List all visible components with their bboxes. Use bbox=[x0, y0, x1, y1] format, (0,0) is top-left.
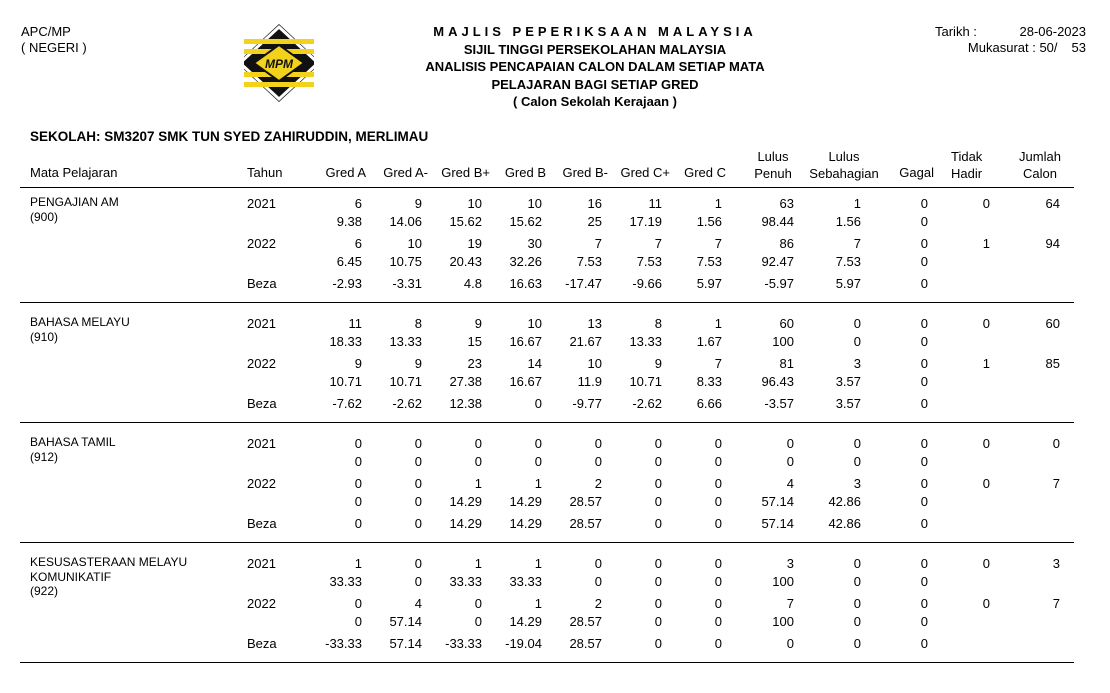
pct-gred-c: 1.56 bbox=[696, 214, 722, 229]
year-label: 2022 bbox=[247, 476, 276, 491]
beza-gred-b: 14.29 bbox=[509, 516, 542, 531]
pct-lulus-sebahagian: 0 bbox=[853, 614, 861, 629]
count-gred-a: 9 bbox=[354, 356, 362, 371]
report-title bbox=[330, 23, 860, 111]
count-gred-b: 10 bbox=[527, 316, 542, 331]
beza-label: Beza bbox=[247, 396, 277, 411]
count-gred-b: 30 bbox=[527, 236, 542, 251]
count-gred-b: 14 bbox=[527, 356, 542, 371]
pct-gagal: 0 bbox=[920, 374, 928, 389]
pct-gagal: 0 bbox=[920, 254, 928, 269]
count-gagal: 0 bbox=[920, 316, 928, 331]
pct-gred-c-plus: 17.19 bbox=[629, 214, 662, 229]
beza-gred-a-minus: 0 bbox=[414, 516, 422, 531]
subject-divider bbox=[20, 662, 1074, 663]
jumlah-calon-value: 0 bbox=[1052, 436, 1060, 451]
pct-gred-a: 6.45 bbox=[336, 254, 362, 269]
date-label: Tarikh : bbox=[935, 24, 977, 39]
beza-gred-b-minus: -9.77 bbox=[572, 396, 602, 411]
header-rule bbox=[20, 187, 1074, 188]
pct-gred-c: 7.53 bbox=[696, 254, 722, 269]
pct-gred-b: 16.67 bbox=[509, 334, 542, 349]
beza-lulus-sebahagian: 42.86 bbox=[828, 516, 861, 531]
pct-gred-a-minus: 13.33 bbox=[389, 334, 422, 349]
pct-gred-a: 33.33 bbox=[329, 574, 362, 589]
beza-gred-a: -33.33 bbox=[325, 636, 362, 651]
pct-gred-b: 0 bbox=[534, 454, 542, 469]
pct-gagal: 0 bbox=[920, 334, 928, 349]
pct-gred-a: 18.33 bbox=[329, 334, 362, 349]
count-lulus-penuh: 3 bbox=[786, 556, 794, 571]
tidak-hadir-value: 0 bbox=[982, 596, 990, 611]
pct-gred-b: 16.67 bbox=[509, 374, 542, 389]
year-label: 2021 bbox=[247, 316, 276, 331]
tidak-hadir-value: 1 bbox=[982, 356, 990, 371]
count-gred-b: 1 bbox=[534, 596, 542, 611]
pct-gred-c: 0 bbox=[714, 494, 722, 509]
beza-gred-a-minus: -2.62 bbox=[392, 396, 422, 411]
pct-gred-c-plus: 10.71 bbox=[629, 374, 662, 389]
jumlah-calon-value: 60 bbox=[1045, 316, 1060, 331]
pct-lulus-sebahagian: 42.86 bbox=[828, 494, 861, 509]
title-line-3: ANALISIS PENCAPAIAN CALON DALAM SETIAP MATA bbox=[425, 59, 765, 74]
logo-text: MPM bbox=[265, 57, 293, 71]
jumlah-calon-value: 94 bbox=[1045, 236, 1060, 251]
report-code-block bbox=[21, 24, 87, 56]
date-value: 28-06-2023 bbox=[1019, 24, 1086, 39]
tidak-hadir-value: 0 bbox=[982, 316, 990, 331]
jumlah-calon-value: 7 bbox=[1052, 476, 1060, 491]
subject-divider bbox=[20, 542, 1074, 543]
pct-gred-a-minus: 0 bbox=[414, 574, 422, 589]
pct-gred-b-plus: 33.33 bbox=[449, 574, 482, 589]
col-lulus-penuh: Lulus Penuh bbox=[754, 149, 792, 181]
count-lulus-sebahagian: 7 bbox=[853, 236, 861, 251]
beza-lulus-sebahagian: 3.57 bbox=[835, 396, 861, 411]
beza-label: Beza bbox=[247, 516, 277, 531]
pct-gagal: 0 bbox=[920, 494, 928, 509]
count-gred-b-plus: 23 bbox=[467, 356, 482, 371]
beza-gred-b: -19.04 bbox=[505, 636, 542, 651]
count-gagal: 0 bbox=[920, 476, 928, 491]
beza-lulus-penuh: -3.57 bbox=[764, 396, 794, 411]
count-gagal: 0 bbox=[920, 196, 928, 211]
pct-gred-c: 0 bbox=[714, 574, 722, 589]
pct-gred-b: 15.62 bbox=[509, 214, 542, 229]
count-gred-b-plus: 9 bbox=[474, 316, 482, 331]
beza-lulus-penuh: -5.97 bbox=[764, 276, 794, 291]
pct-lulus-sebahagian: 7.53 bbox=[835, 254, 861, 269]
beza-gred-b-plus: 4.8 bbox=[463, 276, 482, 291]
col-gred-c-plus: Gred C+ bbox=[620, 165, 670, 180]
year-label: 2022 bbox=[247, 596, 276, 611]
tidak-hadir-value: 0 bbox=[982, 196, 990, 211]
count-lulus-sebahagian: 0 bbox=[853, 316, 861, 331]
pct-gred-b-plus: 15.62 bbox=[449, 214, 482, 229]
pct-gred-a-minus: 0 bbox=[414, 454, 422, 469]
count-gred-a: 6 bbox=[354, 196, 362, 211]
pct-gred-a-minus: 14.06 bbox=[389, 214, 422, 229]
count-gagal: 0 bbox=[920, 596, 928, 611]
col-gred-b-plus: Gred B+ bbox=[441, 165, 490, 180]
count-gred-b-plus: 19 bbox=[467, 236, 482, 251]
pct-gred-a-minus: 10.75 bbox=[389, 254, 422, 269]
beza-lulus-penuh: 57.14 bbox=[761, 516, 794, 531]
pct-gred-b: 32.26 bbox=[509, 254, 542, 269]
count-lulus-penuh: 0 bbox=[786, 436, 794, 451]
pct-lulus-penuh: 100 bbox=[772, 334, 794, 349]
count-gred-c: 0 bbox=[714, 436, 722, 451]
count-gred-a: 0 bbox=[354, 476, 362, 491]
beza-gred-c-plus: -9.66 bbox=[632, 276, 662, 291]
col-gred-c: Gred C bbox=[684, 165, 726, 180]
count-gred-c: 0 bbox=[714, 596, 722, 611]
count-gred-b-minus: 16 bbox=[587, 196, 602, 211]
count-gred-a-minus: 0 bbox=[414, 556, 422, 571]
count-gred-c-plus: 11 bbox=[648, 196, 662, 211]
year-label: 2022 bbox=[247, 356, 276, 371]
beza-gred-a-minus: -3.31 bbox=[392, 276, 422, 291]
count-gred-c-plus: 9 bbox=[654, 356, 662, 371]
count-gred-b-minus: 10 bbox=[587, 356, 602, 371]
count-gred-b-plus: 1 bbox=[474, 476, 482, 491]
count-gred-b-minus: 13 bbox=[587, 316, 602, 331]
pct-gred-c: 1.67 bbox=[696, 334, 722, 349]
subject-name: BAHASA TAMIL bbox=[30, 435, 116, 449]
beza-gagal: 0 bbox=[920, 516, 928, 531]
report-scope: ( NEGERI ) bbox=[21, 40, 87, 55]
pct-lulus-penuh: 100 bbox=[772, 574, 794, 589]
subject-code: (900) bbox=[30, 209, 59, 224]
pct-gred-a: 0 bbox=[354, 454, 362, 469]
title-line-4: PELAJARAN BAGI SETIAP GRED bbox=[491, 76, 699, 92]
subject-code: (922) bbox=[30, 584, 59, 598]
count-gred-c-plus: 0 bbox=[654, 596, 662, 611]
tidak-hadir-value: 0 bbox=[982, 436, 990, 451]
pct-gred-b-minus: 0 bbox=[594, 574, 602, 589]
page-total: 53 bbox=[1071, 40, 1086, 55]
count-gred-c-plus: 0 bbox=[654, 476, 662, 491]
beza-gagal: 0 bbox=[920, 636, 928, 651]
beza-gred-c-plus: 0 bbox=[654, 516, 662, 531]
beza-gred-a: 0 bbox=[354, 516, 362, 531]
tidak-hadir-value: 0 bbox=[982, 476, 990, 491]
beza-gred-a-minus: 57.14 bbox=[389, 636, 422, 651]
count-lulus-sebahagian: 0 bbox=[853, 436, 861, 451]
count-gred-c: 0 bbox=[714, 556, 722, 571]
beza-gred-a: -7.62 bbox=[332, 396, 362, 411]
count-gred-a: 0 bbox=[354, 596, 362, 611]
count-lulus-penuh: 7 bbox=[786, 596, 794, 611]
count-lulus-sebahagian: 0 bbox=[853, 596, 861, 611]
pct-gred-b: 33.33 bbox=[509, 574, 542, 589]
pct-gred-a-minus: 57.14 bbox=[389, 614, 422, 629]
pct-lulus-sebahagian: 0 bbox=[853, 334, 861, 349]
count-gred-b-minus: 2 bbox=[594, 476, 602, 491]
pct-gagal: 0 bbox=[920, 574, 928, 589]
pct-lulus-penuh: 98.44 bbox=[761, 214, 794, 229]
beza-lulus-sebahagian: 5.97 bbox=[835, 276, 861, 291]
pct-gred-b-minus: 21.67 bbox=[569, 334, 602, 349]
report-code: APC/MP bbox=[21, 24, 71, 39]
subject-name: KESUSASTERAAN MELAYU bbox=[30, 555, 188, 569]
pct-gred-c-plus: 0 bbox=[654, 574, 662, 589]
count-gred-c: 1 bbox=[714, 316, 722, 331]
beza-gred-c-plus: -2.62 bbox=[632, 396, 662, 411]
pct-lulus-sebahagian: 1.56 bbox=[835, 214, 861, 229]
col-year: Tahun bbox=[247, 165, 283, 180]
pct-lulus-sebahagian: 0 bbox=[853, 574, 861, 589]
count-gred-a: 11 bbox=[348, 316, 362, 331]
pct-gred-b: 14.29 bbox=[509, 494, 542, 509]
beza-gred-b: 0 bbox=[534, 396, 542, 411]
title-line-5: ( Calon Sekolah Kerajaan ) bbox=[513, 94, 677, 109]
count-lulus-sebahagian: 3 bbox=[853, 476, 861, 491]
count-gred-b: 1 bbox=[534, 476, 542, 491]
pct-lulus-sebahagian: 0 bbox=[853, 454, 861, 469]
count-gred-b-plus: 1 bbox=[474, 556, 482, 571]
mpm-logo bbox=[236, 23, 322, 103]
count-gred-c: 7 bbox=[714, 356, 722, 371]
count-gred-b-minus: 7 bbox=[594, 236, 602, 251]
count-gred-b-plus: 0 bbox=[474, 596, 482, 611]
count-lulus-sebahagian: 3 bbox=[853, 356, 861, 371]
pct-gred-c-plus: 13.33 bbox=[629, 334, 662, 349]
pct-gred-c-plus: 0 bbox=[654, 454, 662, 469]
count-gred-a: 6 bbox=[354, 236, 362, 251]
subject-divider bbox=[20, 422, 1074, 423]
pct-gred-a: 0 bbox=[354, 494, 362, 509]
count-gred-a-minus: 0 bbox=[414, 436, 422, 451]
pct-gred-c: 8.33 bbox=[696, 374, 722, 389]
subject-name: BAHASA MELAYU bbox=[30, 315, 130, 329]
pct-gred-c: 0 bbox=[714, 614, 722, 629]
pct-gagal: 0 bbox=[920, 614, 928, 629]
count-gagal: 0 bbox=[920, 436, 928, 451]
beza-gred-b-plus: 12.38 bbox=[449, 396, 482, 411]
count-gred-b-minus: 0 bbox=[594, 556, 602, 571]
count-lulus-sebahagian: 1 bbox=[853, 196, 861, 211]
pct-gred-a: 9.38 bbox=[336, 214, 362, 229]
pct-gred-b-plus: 20.43 bbox=[449, 254, 482, 269]
year-label: 2021 bbox=[247, 436, 276, 451]
beza-lulus-sebahagian: 0 bbox=[853, 636, 861, 651]
col-jumlah-calon: Jumlah Calon bbox=[1019, 149, 1061, 181]
subject-name: KOMUNIKATIF bbox=[30, 569, 112, 584]
pct-gred-b-plus: 14.29 bbox=[449, 494, 482, 509]
count-gred-c: 1 bbox=[714, 196, 722, 211]
pct-gred-a: 10.71 bbox=[329, 374, 362, 389]
beza-gred-b-minus: 28.57 bbox=[569, 516, 602, 531]
pct-gred-b-minus: 0 bbox=[594, 454, 602, 469]
pct-gred-b-minus: 7.53 bbox=[576, 254, 602, 269]
beza-gred-c: 0 bbox=[714, 516, 722, 531]
pct-lulus-penuh: 0 bbox=[786, 454, 794, 469]
count-gred-c: 0 bbox=[714, 476, 722, 491]
count-gred-a: 1 bbox=[354, 556, 362, 571]
count-lulus-sebahagian: 0 bbox=[853, 556, 861, 571]
school-name: SEKOLAH: SM3207 SMK TUN SYED ZAHIRUDDIN, MERLIMAU bbox=[30, 129, 429, 144]
count-gred-a-minus: 4 bbox=[414, 596, 422, 611]
jumlah-calon-value: 85 bbox=[1045, 356, 1060, 371]
count-gred-c-plus: 8 bbox=[654, 316, 662, 331]
year-label: 2021 bbox=[247, 556, 276, 571]
jumlah-calon-value: 3 bbox=[1052, 556, 1060, 571]
beza-gred-b-plus: -33.33 bbox=[445, 636, 482, 651]
tidak-hadir-value: 1 bbox=[982, 236, 990, 251]
pct-gagal: 0 bbox=[920, 454, 928, 469]
beza-label: Beza bbox=[247, 636, 277, 651]
pct-gred-b: 14.29 bbox=[509, 614, 542, 629]
beza-gred-c-plus: 0 bbox=[654, 636, 662, 651]
title-line-1: MAJLIS PEPERIKSAAN MALAYSIA bbox=[433, 24, 757, 39]
col-subject: Mata Pelajaran bbox=[30, 165, 118, 180]
beza-gagal: 0 bbox=[920, 396, 928, 411]
jumlah-calon-value: 64 bbox=[1045, 196, 1060, 211]
count-gred-a: 0 bbox=[354, 436, 362, 451]
count-gred-b: 10 bbox=[527, 196, 542, 211]
pct-lulus-penuh: 92.47 bbox=[761, 254, 794, 269]
pct-gred-b-minus: 28.57 bbox=[569, 494, 602, 509]
pct-gred-c-plus: 0 bbox=[654, 494, 662, 509]
count-gred-a-minus: 0 bbox=[414, 476, 422, 491]
pct-gred-b-minus: 28.57 bbox=[569, 614, 602, 629]
pct-gred-b-plus: 0 bbox=[474, 454, 482, 469]
beza-gred-b: 16.63 bbox=[509, 276, 542, 291]
pct-lulus-penuh: 96.43 bbox=[761, 374, 794, 389]
col-gred-b-minus: Gred B- bbox=[562, 165, 608, 180]
pct-gred-b-plus: 27.38 bbox=[449, 374, 482, 389]
col-tidak-hadir: Tidak Hadir bbox=[951, 149, 983, 181]
count-gred-c: 7 bbox=[714, 236, 722, 251]
subject-divider bbox=[20, 302, 1074, 303]
count-gred-b-minus: 0 bbox=[594, 436, 602, 451]
beza-gred-b-plus: 14.29 bbox=[449, 516, 482, 531]
count-gred-b-minus: 2 bbox=[594, 596, 602, 611]
count-lulus-penuh: 4 bbox=[786, 476, 794, 491]
beza-gred-c: 6.66 bbox=[696, 396, 722, 411]
count-gagal: 0 bbox=[920, 236, 928, 251]
year-label: 2021 bbox=[247, 196, 276, 211]
count-gred-c-plus: 7 bbox=[654, 236, 662, 251]
count-gred-b: 1 bbox=[534, 556, 542, 571]
count-lulus-penuh: 86 bbox=[779, 236, 794, 251]
beza-gred-a: -2.93 bbox=[332, 276, 362, 291]
beza-gred-b-minus: -17.47 bbox=[565, 276, 602, 291]
subject-code: (910) bbox=[30, 329, 59, 344]
jumlah-calon-value: 7 bbox=[1052, 596, 1060, 611]
pct-gred-c: 0 bbox=[714, 454, 722, 469]
beza-gred-c: 5.97 bbox=[696, 276, 722, 291]
beza-gagal: 0 bbox=[920, 276, 928, 291]
count-gred-c-plus: 0 bbox=[654, 556, 662, 571]
count-gred-b: 0 bbox=[534, 436, 542, 451]
col-gred-b: Gred B bbox=[504, 165, 546, 180]
year-label: 2022 bbox=[247, 236, 276, 251]
col-gred-a-minus: Gred A- bbox=[383, 165, 428, 180]
report-meta bbox=[935, 24, 1086, 56]
count-lulus-penuh: 63 bbox=[779, 196, 794, 211]
col-gred-a: Gred A bbox=[325, 165, 366, 180]
tidak-hadir-value: 0 bbox=[982, 556, 990, 571]
count-gagal: 0 bbox=[920, 356, 928, 371]
count-gagal: 0 bbox=[920, 556, 928, 571]
pct-gred-c-plus: 7.53 bbox=[636, 254, 662, 269]
pct-gred-a-minus: 0 bbox=[414, 494, 422, 509]
pct-gred-c-plus: 0 bbox=[654, 614, 662, 629]
pct-gred-b-minus: 11.9 bbox=[577, 374, 602, 389]
count-lulus-penuh: 81 bbox=[779, 356, 794, 371]
beza-gred-b-minus: 28.57 bbox=[569, 636, 602, 651]
count-gred-a-minus: 9 bbox=[414, 356, 422, 371]
pct-gred-b-minus: 25 bbox=[587, 214, 602, 229]
subject-code: (912) bbox=[30, 449, 59, 464]
page-label: Mukasurat : 50/ bbox=[967, 40, 1058, 55]
col-gagal: Gagal bbox=[899, 165, 934, 180]
subject-name: PENGAJIAN AM bbox=[30, 195, 119, 209]
count-gred-b-plus: 10 bbox=[467, 196, 482, 211]
pct-gagal: 0 bbox=[920, 214, 928, 229]
beza-gred-c: 0 bbox=[714, 636, 722, 651]
count-gred-b-plus: 0 bbox=[474, 436, 482, 451]
pct-gred-a-minus: 10.71 bbox=[389, 374, 422, 389]
pct-gred-a: 0 bbox=[354, 614, 362, 629]
pct-gred-b-plus: 15 bbox=[467, 334, 482, 349]
count-gred-a-minus: 8 bbox=[414, 316, 422, 331]
title-line-2: SIJIL TINGGI PERSEKOLAHAN MALAYSIA bbox=[463, 41, 727, 57]
col-lulus-sebahagian: Lulus Sebahagian bbox=[809, 149, 879, 181]
beza-lulus-penuh: 0 bbox=[786, 636, 794, 651]
pct-lulus-penuh: 57.14 bbox=[761, 494, 794, 509]
count-gred-a-minus: 9 bbox=[414, 196, 422, 211]
count-lulus-penuh: 60 bbox=[779, 316, 794, 331]
count-gred-a-minus: 10 bbox=[407, 236, 422, 251]
pct-gred-b-plus: 0 bbox=[474, 614, 482, 629]
count-gred-c-plus: 0 bbox=[654, 436, 662, 451]
pct-lulus-penuh: 100 bbox=[772, 614, 794, 629]
beza-label: Beza bbox=[247, 276, 277, 291]
pct-lulus-sebahagian: 3.57 bbox=[835, 374, 861, 389]
